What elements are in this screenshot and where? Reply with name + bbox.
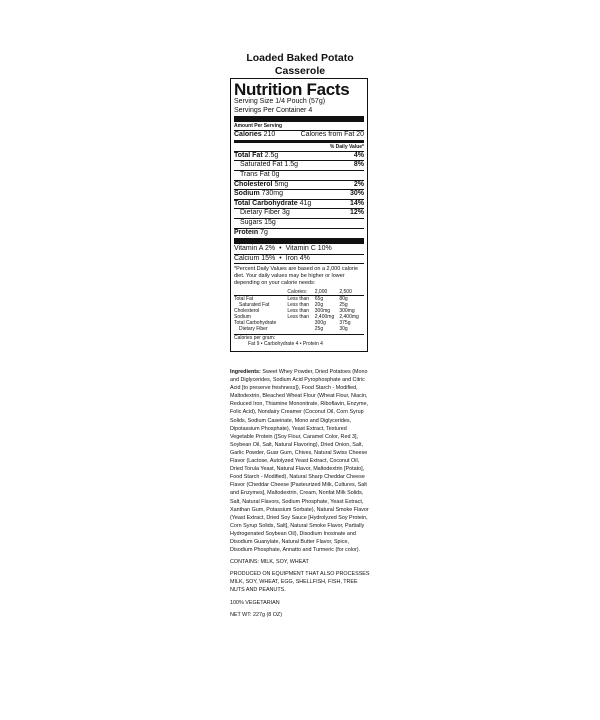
trans-fat-row [234,171,364,180]
cholesterol-dv: 2% [353,180,364,188]
vegetarian-statement: 100% VEGETARIAN [230,599,280,606]
calories-row [234,131,364,140]
ingredients-label: Ingredients: [230,369,261,375]
bullet-separator: • [279,245,282,253]
total-fat-label: Total Fat [234,151,263,159]
calories-per-gram: Calories per gram: [234,334,276,341]
footnote: *Percent Daily Values are based on a 2,000 calorie diet. Your daily values may be higher or lower depending on your calorie needs: [234,266,359,286]
net-weight: NET WT: 227g (8 OZ) [230,611,283,618]
amount-per-serving: Amount Per Serving [234,123,283,130]
cholesterol-row [234,181,364,190]
table-row: Saturated Fat Less than 20g 25g [239,301,348,308]
protein-row [234,229,364,238]
total-fat-amount: 2.5g [264,151,279,159]
dietary-fiber-label: Dietary Fiber 3g [240,209,290,217]
cholesterol-label: Cholesterol [234,180,273,188]
protein-amount: 7g [260,228,268,236]
allergen-equipment: PRODUCED ON EQUIPMENT THAT ALSO PROCESSES MILK, SOY, WHEAT, EGG, SHELLFISH, FISH, TREE NUTS AND PEANUTS. [230,571,370,594]
total-fat-dv: 4% [353,151,364,159]
total-carb-dv: 14% [349,199,364,207]
calories-per-gram-values: Fat 9 • Carbohydrate 4 • Protein 4 [248,341,323,348]
calories-value: 210 [263,130,276,138]
saturated-fat-label: Saturated Fat 1.5g [240,161,298,169]
thick-divider [234,116,364,122]
table-row: Total Fat Less than 65g 80g [234,295,348,302]
total-carb-amount: 41g [299,199,312,207]
total-carb-row [234,200,364,209]
vitamin-a: Vitamin A 2% [234,245,276,253]
sodium-amount: 730mg [261,190,284,198]
allergen-contains: CONTAINS: MILK, SOY, WHEAT [230,559,309,566]
bullet-separator: • [279,254,282,262]
dietary-fiber-dv: 12% [349,209,364,217]
daily-value-table [234,289,364,332]
nutrition-facts-title: Nutrition Facts [234,80,350,99]
iron: Iron 4% [285,254,310,262]
sodium-dv: 30% [349,190,364,198]
total-fat-row [234,152,364,161]
medium-divider [234,140,364,143]
sugars-row [234,219,364,228]
saturated-fat-dv: 8% [353,161,364,169]
nutrition-facts-label [230,78,368,352]
ingredients-paragraph [230,368,370,554]
daily-value-table-header: Calories: 2,000 2,500 [234,289,364,296]
sodium-row [234,190,364,199]
ingredients-text: Sweet Whey Powder, Dried Potatoes (Mono and Diglycerides, Sodium Acid Pyrophosphate and Citric Acid [to preserve freshness]), Food Starch - Modified, Maltodextrin, Bleached Wheat Flour (Wheat Flour, Niacin, Reduced Iron, Thiamine Mononitrate, Riboflavin, Enzyme, Folic Acid), Nondairy Creamer (Coconut Oil, Corn Syrup Solids, Sodium Caseinate, Mono and Diglycerides, Dipotassium Phosphate), Yeast Extract, Textured Vegetable Protein ([Soy Flour, Caramel Color, Red 3], Soybean Oil, Salt, Natural Flavoring), Dried Onion, Salt, Garlic Powder, Guar Gum, Chives, Natural Swiss Cheese Flavor (Lactose, Autolyzed Yeast Extract, Coconut Oil, Dried Torula Yeast, Natural Flavor, Maltodextrin [Potato], Food Starch - Modified), Natural Sharp Cheddar Cheese Flavor (Cheddar Cheese [Pasteurized Milk, Cultures, Salt and Enzymes], Maltodextrin, Cream, Nonfat Milk Solids, Salt, Natural Flavors, Sodium Phosphate, Yeast Extract, Xanthan Gum, Potassium Sorbate), Natural Smoke Flavor (Yeast Extract, Dried Soy Sauce [Hydrolyzed Soy Protein, Corn Syrup Solids, Salt], Natural Smoke Flavor, Partially Hydrogenated Soybean Oil), Disodium Inosinate and Disodium Guanylate, Natural Butter Flavor, Spice, Disodium Phosphate, Annatto and Turmeric (for color). [230,369,369,554]
product-title-line2: Casserole [274,65,326,77]
sodium-label: Sodium [234,190,260,198]
saturated-fat-row [234,161,364,170]
daily-value-header: % Daily Value* [329,144,364,151]
total-carb-label: Total Carbohydrate [234,199,298,207]
product-title-line1: Loaded Baked Potato [246,52,354,64]
table-row: Total Carbohydrate 300g 375g [234,319,351,326]
dietary-fiber-row [234,209,364,218]
calories-from-fat: Calories from Fat 20 [300,130,364,138]
thick-divider [234,238,364,244]
sugars-label: Sugars 15g [240,218,276,226]
vitamins-row [234,245,364,254]
product-title [230,52,370,78]
calcium: Calcium 15% [234,254,276,262]
serving-size: Serving Size 1/4 Pouch (57g) [234,98,326,105]
table-row: Cholesterol Less than 300mg 300mg [234,307,355,314]
table-row: Dietary Fiber 25g 30g [239,325,348,332]
table-row: Sodium Less than 2,400mg 2,400mg [234,313,359,320]
protein-label: Protein [234,228,259,236]
trans-fat-label: Trans Fat 0g [240,170,280,178]
ingredients-block [230,368,370,623]
vitamin-c: Vitamin C 10% [285,245,332,253]
minerals-row [234,255,364,264]
cholesterol-amount: 5mg [274,180,289,188]
calories-label: Calories [234,130,262,138]
servings-per-container: Servings Per Container 4 [234,106,313,114]
